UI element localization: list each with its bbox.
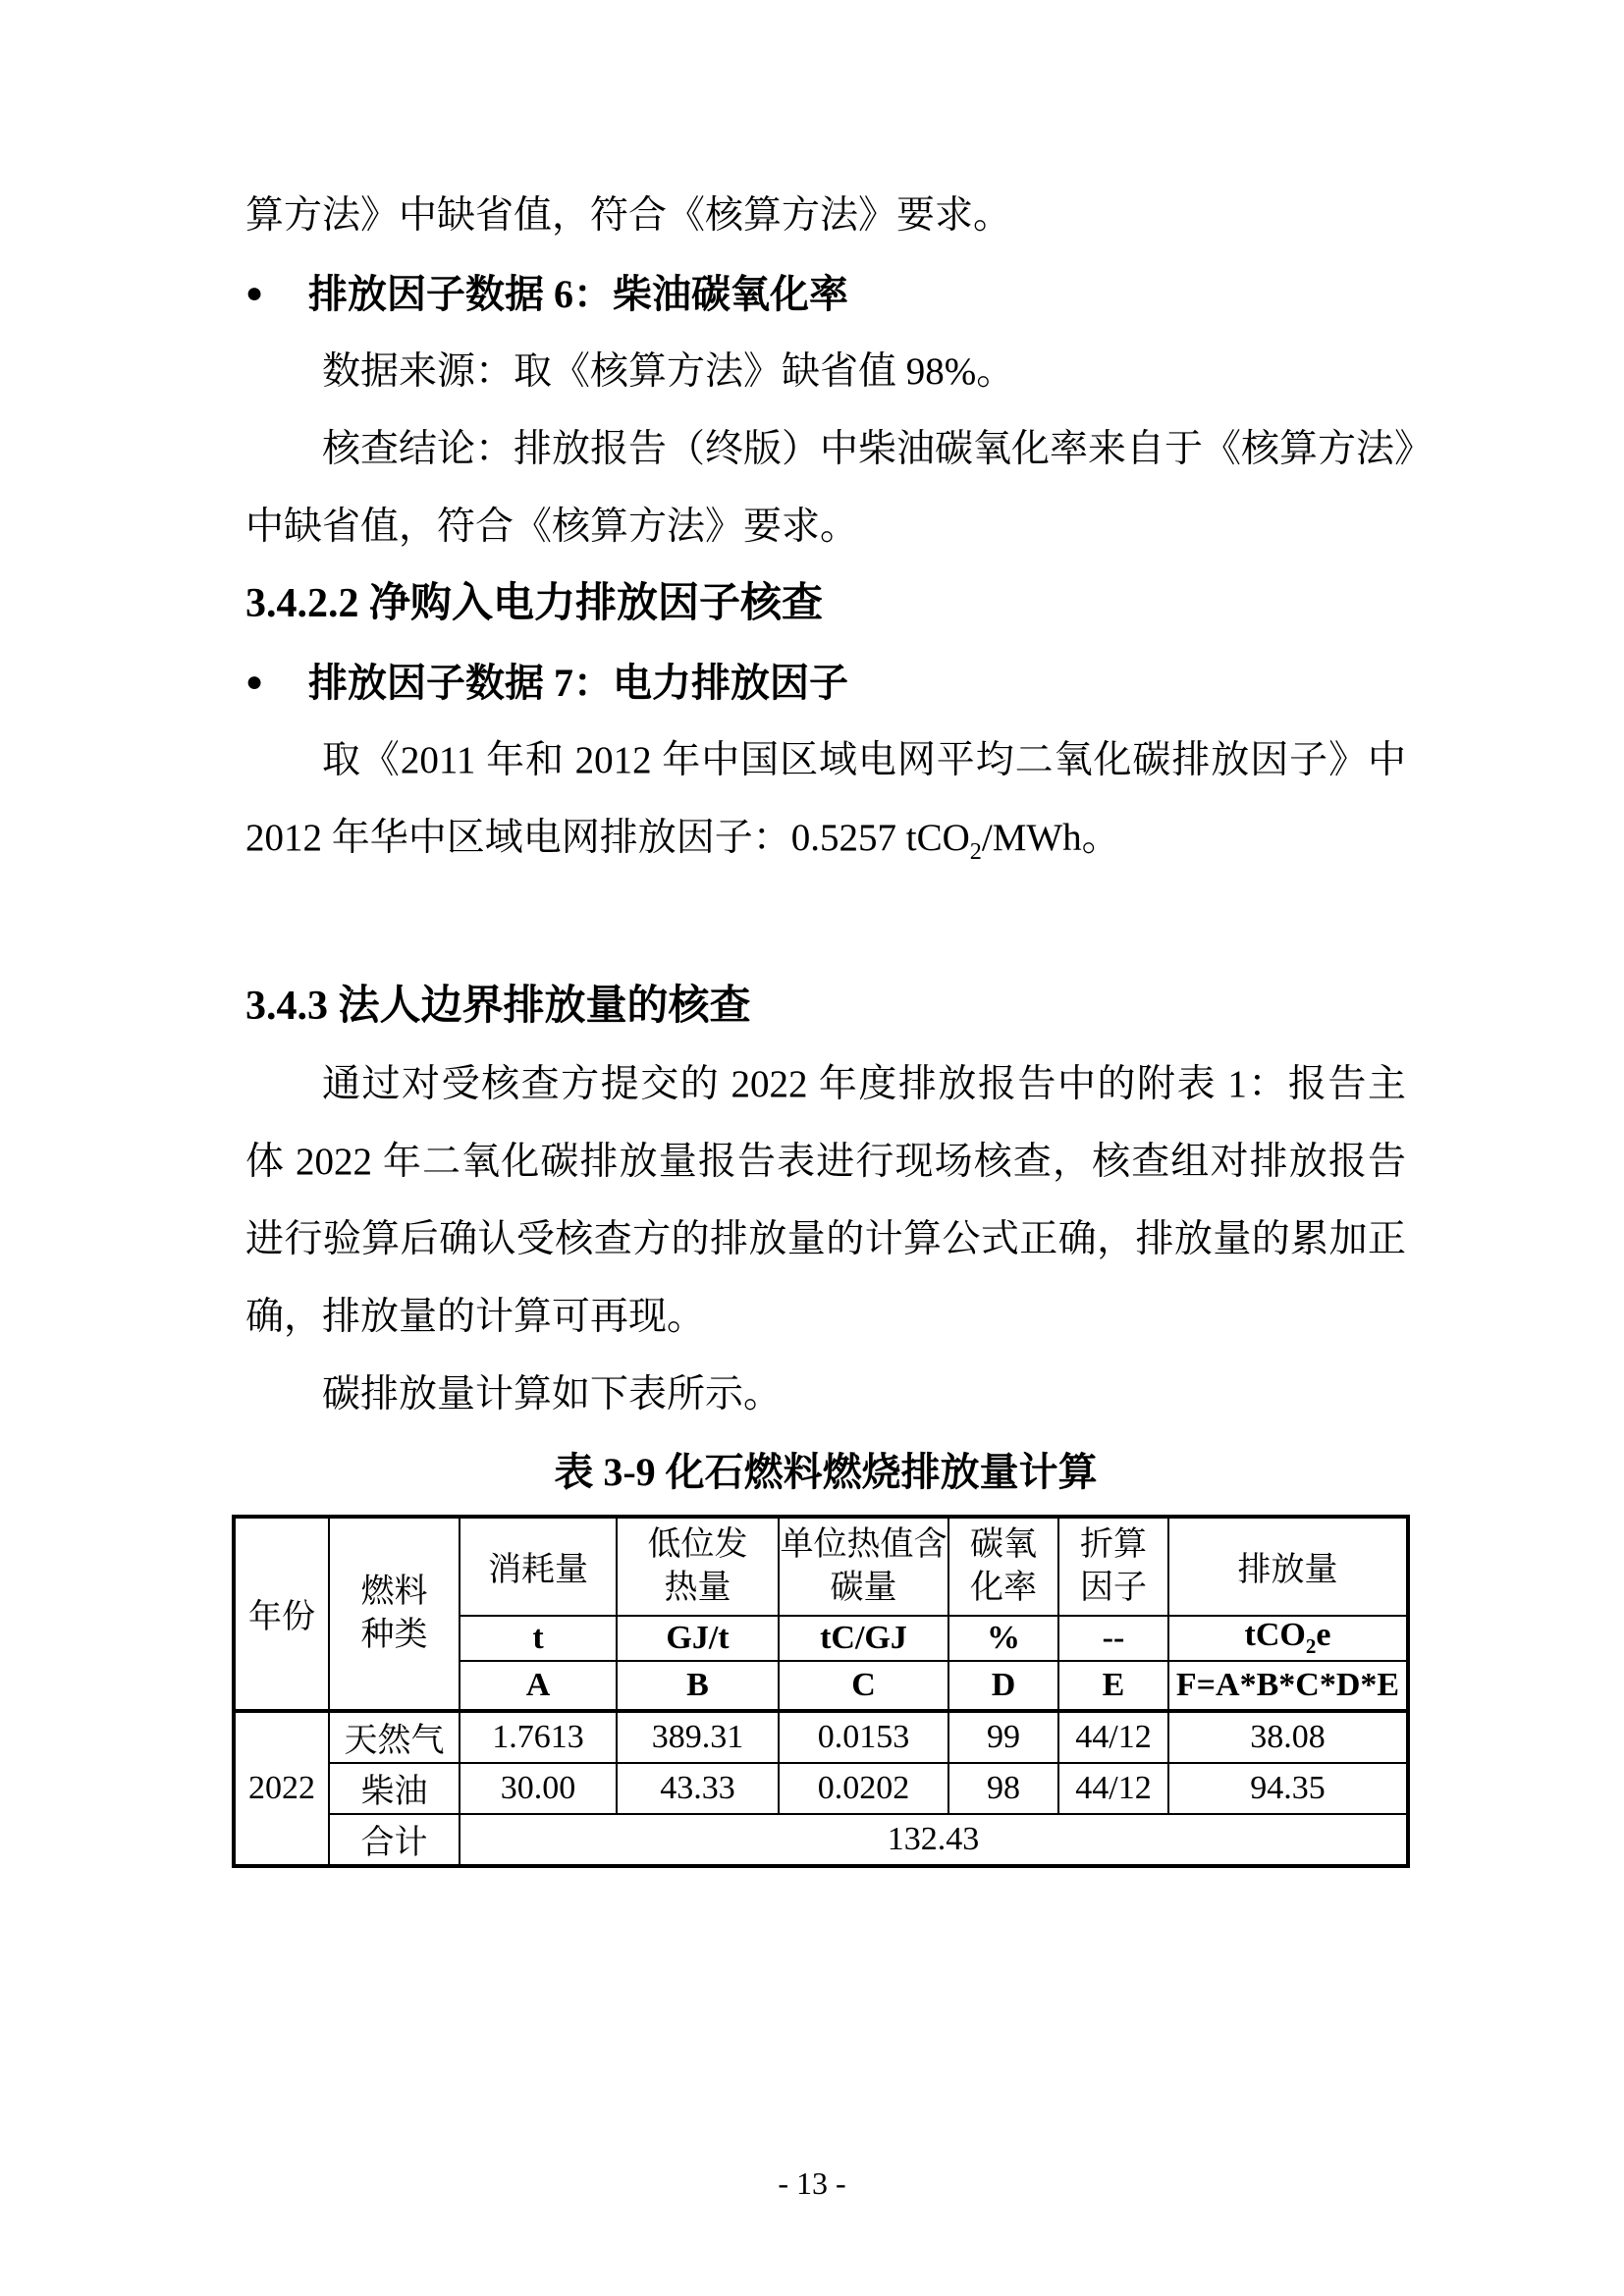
paragraph-boundary-line4: 确，排放量的计算可再现。 <box>245 1295 706 1338</box>
table-row-diesel <box>234 1763 1408 1814</box>
col-header-consumption: 消耗量 <box>460 1517 617 1616</box>
heading-emission-factor-6-label: 排放因子数据 6：柴油碳氧化率 <box>308 272 848 316</box>
bullet-icon: ● <box>245 277 264 309</box>
paragraph-boundary-line3: 进行验算后确认受核查方的排放量的计算公式正确，排放量的累加正 <box>245 1217 1406 1260</box>
unit-emission <box>1168 1616 1408 1661</box>
paragraph-conclusion-6-line1: 核查结论：排放报告（终版）中柴油碳氧化率来自于《核算方法》 <box>322 428 1434 470</box>
cell-natural-gas-carbon-content: 0.0153 <box>779 1711 948 1763</box>
paragraph-data-source-6: 数据来源：取《核算方法》缺省值 98%。 <box>322 350 1015 393</box>
electricity-factor-text: 2012 年华中区域电网排放因子：0.5257 tCO <box>245 817 970 859</box>
paragraph-electricity-line2 <box>245 799 1406 890</box>
co2-subscript: 2 <box>969 837 982 865</box>
letter-b: B <box>617 1661 779 1711</box>
cell-natural-gas-emission: 38.08 <box>1168 1711 1408 1763</box>
cell-natural-gas-consumption: 1.7613 <box>460 1711 617 1763</box>
col-header-fuel-type-label: 燃料种类 <box>360 1573 428 1653</box>
unit-consumption: t <box>460 1616 617 1661</box>
paragraph-boundary-line2: 体 2022 年二氧化碳排放量报告表进行现场核查，核查组对排放报告 <box>245 1140 1406 1183</box>
paragraph-boundary-line1: 通过对受核查方提交的 2022 年度排放报告中的附表 1：报告主 <box>322 1062 1406 1105</box>
paragraph-electricity-line1: 取《2011 年和 2012 年中国区域电网平均二氧化碳排放因子》中 <box>322 739 1406 781</box>
cell-natural-gas-oxidation-rate: 99 <box>948 1711 1058 1763</box>
col-header-oxidation-rate <box>948 1517 1058 1616</box>
blank-line <box>245 890 1406 968</box>
cell-diesel-conversion-factor: 44/12 <box>1058 1763 1168 1814</box>
col-header-ncv <box>617 1517 779 1616</box>
cell-fuel-diesel: 柴油 <box>329 1763 460 1814</box>
table-caption: 表 3-9 化石燃料燃烧排放量计算 <box>554 1449 1098 1494</box>
heading-emission-factor-7 <box>245 643 1406 721</box>
bullet-icon: ● <box>245 666 264 698</box>
col-header-conversion-factor <box>1058 1517 1168 1616</box>
document-content <box>245 177 1434 1868</box>
letter-e: E <box>1058 1661 1168 1711</box>
unit-conversion-factor: -- <box>1058 1616 1168 1661</box>
cell-fuel-natural-gas: 天然气 <box>329 1711 460 1763</box>
cell-year: 2022 <box>234 1711 329 1866</box>
heading-3-4-2-2: 3.4.2.2 净购入电力排放因子核查 <box>245 581 824 626</box>
col-header-fuel-type <box>329 1517 460 1711</box>
letter-f-formula: F=A*B*C*D*E <box>1168 1661 1408 1711</box>
unit-carbon-content: tC/GJ <box>779 1616 948 1661</box>
col-header-year: 年份 <box>234 1517 329 1711</box>
co2-subscript: 2 <box>1305 1634 1317 1659</box>
cell-natural-gas-conversion-factor: 44/12 <box>1058 1711 1168 1763</box>
table-row-total <box>234 1814 1408 1866</box>
letter-d: D <box>948 1661 1058 1711</box>
paragraph-continuation: 算方法》中缺省值，符合《核算方法》要求。 <box>245 194 1012 237</box>
electricity-factor-unit: /MWh。 <box>981 817 1120 859</box>
col-header-oxidation-rate-label: 碳氧化率 <box>970 1525 1037 1606</box>
col-header-conversion-factor-label: 折算因子 <box>1080 1525 1147 1606</box>
letter-a: A <box>460 1661 617 1711</box>
cell-diesel-ncv: 43.33 <box>617 1763 779 1814</box>
cell-diesel-oxidation-rate: 98 <box>948 1763 1058 1814</box>
unit-emission-post: e <box>1316 1617 1331 1654</box>
col-header-carbon-content-label: 单位热值含碳量 <box>780 1525 947 1606</box>
letter-c: C <box>779 1661 948 1711</box>
col-header-ncv-label: 低位发热量 <box>647 1525 748 1606</box>
heading-emission-factor-7-label: 排放因子数据 7：电力排放因子 <box>308 661 848 705</box>
emission-table <box>232 1515 1410 1868</box>
col-header-emission: 排放量 <box>1168 1517 1408 1616</box>
unit-oxidation-rate: % <box>948 1616 1058 1661</box>
unit-ncv: GJ/t <box>617 1616 779 1661</box>
heading-3-4-3: 3.4.3 法人边界排放量的核查 <box>245 983 751 1029</box>
table-header-names-row <box>234 1517 1408 1616</box>
paragraph-conclusion-6-line2: 中缺省值，符合《核算方法》要求。 <box>245 506 859 548</box>
cell-diesel-consumption: 30.00 <box>460 1763 617 1814</box>
page-number: - 13 - <box>778 2165 846 2201</box>
paragraph-table-intro: 碳排放量计算如下表所示。 <box>322 1372 783 1415</box>
cell-diesel-emission: 94.35 <box>1168 1763 1408 1814</box>
cell-natural-gas-ncv: 389.31 <box>617 1711 779 1763</box>
table-row-natural-gas <box>234 1711 1408 1763</box>
col-header-carbon-content <box>779 1517 948 1616</box>
heading-emission-factor-6 <box>245 254 1406 333</box>
cell-total-label: 合计 <box>329 1814 460 1866</box>
cell-diesel-carbon-content: 0.0202 <box>779 1763 948 1814</box>
cell-total-value: 132.43 <box>460 1814 1408 1866</box>
unit-emission-pre: tCO <box>1244 1617 1306 1654</box>
